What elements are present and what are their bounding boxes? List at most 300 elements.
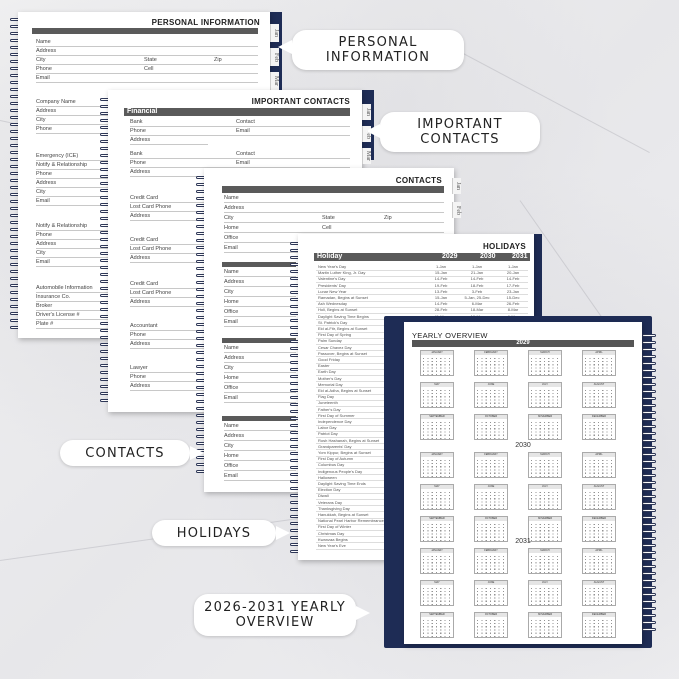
holiday-name: Flag Day: [318, 394, 335, 400]
spiral-ring: [642, 397, 656, 400]
contact-field-4[interactable]: Office: [224, 462, 296, 471]
holiday-date: 1-Jan: [435, 264, 446, 269]
spiral-ring: [642, 481, 656, 484]
holiday-name: Palm Sunday: [318, 338, 342, 344]
spiral-ring: [642, 348, 656, 351]
contact-field-2[interactable]: City: [224, 364, 296, 373]
month-january: [420, 350, 454, 376]
contact-field-3[interactable]: Home: [224, 452, 296, 461]
month-august: [582, 382, 616, 408]
month-label: AUGUST: [583, 485, 615, 489]
holiday-name: Daylight Saving Time Begins: [318, 313, 369, 319]
holiday-date: 1-Jan: [471, 264, 482, 269]
ice2-field-4[interactable]: Email: [36, 258, 116, 267]
month-day-grid: [585, 618, 615, 637]
year-heading-2030: 2030: [515, 442, 531, 449]
tab-jan[interactable]: Jan: [270, 24, 279, 42]
contact-field-5[interactable]: Email: [224, 318, 296, 327]
tab-feb[interactable]: Feb: [270, 48, 279, 66]
ice2-field-1[interactable]: Phone: [36, 231, 116, 240]
month-january: [420, 452, 454, 478]
holiday-name: First Day of Winter: [318, 524, 352, 530]
holiday-name: Election Day: [318, 487, 341, 493]
page-title: PERSONAL INFORMATION: [151, 18, 260, 27]
holiday-name: Yom Kippur, Begins at Sunset: [318, 450, 371, 455]
callout-line: IMPORTANT: [417, 117, 503, 132]
holiday-name: Rosh Hashanah, Begins at Sunset: [318, 437, 380, 443]
holiday-name: Valentine's Day: [318, 276, 346, 282]
holiday-name: Earth Day: [318, 369, 336, 375]
cell-label: Cell: [144, 66, 154, 72]
month-july: [528, 580, 562, 606]
contact-field-5[interactable]: Email: [224, 472, 296, 481]
contact-field-3[interactable]: Home: [224, 298, 296, 307]
month-label: APRIL: [583, 453, 615, 457]
contact-field-3[interactable]: Home: [224, 374, 296, 383]
contact-field-1[interactable]: Address: [224, 432, 296, 441]
month-february: [474, 452, 508, 478]
holiday-name: Indigenous People's Day: [318, 468, 363, 474]
important-field-credit_card[interactable]: Credit Card: [130, 236, 208, 245]
month-day-grid: [423, 618, 453, 637]
section-bar: [222, 262, 296, 267]
month-day-grid: [585, 458, 615, 477]
section-bar: [222, 338, 296, 343]
callout-line: CONTACTS: [85, 445, 165, 461]
spiral-ring: [642, 341, 656, 344]
month-june: [474, 382, 508, 408]
tab-jan[interactable]: Jan: [362, 104, 371, 120]
auto-field-3[interactable]: Driver's License #: [36, 311, 120, 320]
ice2-field-2[interactable]: Address: [36, 240, 116, 249]
spiral-ring: [642, 439, 656, 442]
ice-field-4[interactable]: City: [36, 188, 116, 197]
holiday-date: 17-Feb: [506, 282, 520, 288]
auto-field-2[interactable]: Broker: [36, 302, 120, 311]
year-heading-2029: 2029: [412, 340, 634, 347]
callout-pointer: [366, 124, 380, 138]
tab-feb[interactable]: Feb: [452, 202, 461, 218]
month-day-grid: [477, 356, 507, 375]
holiday-name: New Year's Eve: [318, 543, 346, 548]
month-november: [528, 414, 562, 440]
tab-jan[interactable]: Jan: [452, 178, 461, 194]
year-column-2029: 2029: [442, 253, 458, 260]
holiday-name: Mother's Day: [318, 375, 342, 381]
important-field-phone[interactable]: Phone: [130, 159, 350, 168]
holiday-name: Father's Day: [318, 406, 341, 412]
holiday-name: Kwanzaa Begins: [318, 536, 348, 542]
important-field-lost_card_phone[interactable]: Lost Card Phone: [130, 289, 208, 298]
holiday-name: Labor Day: [318, 425, 337, 431]
state-label: State: [144, 57, 157, 63]
month-april: [582, 548, 616, 574]
spiral-ring: [642, 600, 656, 603]
holiday-date: 13-Feb: [434, 288, 448, 294]
holiday-name: Independence Day: [318, 419, 352, 424]
holiday-date: 14-Feb: [506, 276, 520, 282]
month-day-grid: [423, 356, 453, 375]
month-october: [474, 612, 508, 638]
spiral-ring: [642, 467, 656, 470]
spiral-ring: [642, 621, 656, 624]
holiday-name: Columbus Day: [318, 462, 345, 468]
holiday-column-label: Holiday: [317, 253, 343, 260]
spiral-ring: [642, 411, 656, 414]
important-field-address[interactable]: Address: [130, 254, 208, 263]
month-label: DECEMBER: [583, 415, 615, 419]
month-august: [582, 580, 616, 606]
month-march: [528, 452, 562, 478]
company-field-0[interactable]: Company Name: [36, 98, 116, 107]
spiral-ring: [642, 362, 656, 365]
month-label: JANUARY: [421, 453, 453, 457]
month-label: NOVEMBER: [529, 517, 561, 521]
personal-field-2[interactable]: City: [36, 56, 258, 65]
month-april: [582, 452, 616, 478]
month-day-grid: [585, 388, 615, 407]
auto-field-0[interactable]: Automobile Information: [36, 284, 120, 293]
page-title: YEARLY OVERVIEW: [412, 331, 488, 340]
month-label: JULY: [529, 383, 561, 387]
month-label: JUNE: [475, 485, 507, 489]
ice2-field-3[interactable]: City: [36, 249, 116, 258]
spiral-ring: [642, 453, 656, 456]
holiday-date: 28-Feb: [434, 307, 448, 313]
contact-field-1[interactable]: Address: [224, 354, 296, 363]
month-day-grid: [477, 388, 507, 407]
spiral-ring: [642, 565, 656, 568]
month-day-grid: [423, 458, 453, 477]
holiday-date: 15-Jan: [434, 270, 448, 276]
important-field-accountant[interactable]: Accountant: [130, 322, 208, 331]
spiral-ring: [642, 551, 656, 554]
spiral-ring: [642, 474, 656, 477]
callout-line: INFORMATION: [325, 50, 431, 65]
month-label: JANUARY: [421, 549, 453, 553]
month-august: [582, 484, 616, 510]
holiday-table-header: [314, 253, 530, 261]
callout-contacts: [60, 440, 190, 466]
spiral-ring: [642, 488, 656, 491]
contact-field-0[interactable]: Name: [224, 268, 296, 277]
holiday-name: Ash Wednesday: [318, 301, 348, 307]
month-label: MAY: [421, 383, 453, 387]
company-field-1[interactable]: Address: [36, 107, 116, 116]
holiday-name: Holi, Begins at Sunset: [318, 307, 358, 313]
callout-line: OVERVIEW: [235, 615, 315, 630]
spiral-ring: [642, 579, 656, 582]
month-label: FEBRUARY: [475, 351, 507, 355]
month-day-grid: [531, 356, 561, 375]
holiday-name: Memorial Day: [318, 381, 343, 387]
month-day-grid: [585, 586, 615, 605]
contact-field-5[interactable]: Email: [224, 244, 444, 253]
month-label: JUNE: [475, 581, 507, 585]
zip-label: Zip: [384, 215, 392, 221]
holiday-date: 18-Mar: [470, 307, 484, 313]
ice-field-2[interactable]: Phone: [36, 170, 116, 179]
month-label: NOVEMBER: [529, 415, 561, 419]
callout-yearly-overview: [194, 594, 356, 636]
spiral-ring: [642, 530, 656, 533]
spiral-ring: [642, 383, 656, 386]
month-day-grid: [585, 490, 615, 509]
contact-field-0[interactable]: Name: [224, 344, 296, 353]
tab-mar[interactable]: Mar: [270, 72, 279, 90]
personal-field-1[interactable]: Address: [36, 47, 258, 56]
ice-field-0[interactable]: Emergency (ICE): [36, 152, 116, 161]
holiday-name: Martin Luther King, Jr. Day: [318, 270, 366, 276]
spiral-ring: [642, 544, 656, 547]
month-label: SEPTEMBER: [421, 517, 453, 521]
holiday-name: Ramadan, Begins at Sunset: [318, 295, 368, 300]
important-field-address[interactable]: Address: [130, 136, 208, 145]
important-field-address[interactable]: Address: [130, 340, 208, 349]
callout-holidays: [152, 520, 276, 546]
personal-field-4[interactable]: Email: [36, 74, 258, 83]
contact-field-4[interactable]: Office: [224, 384, 296, 393]
header-bar: [222, 186, 444, 193]
month-september: [420, 414, 454, 440]
month-november: [528, 612, 562, 638]
holiday-name: Presidents' Day: [318, 282, 346, 288]
important-field-lost_card_phone[interactable]: Lost Card Phone: [130, 203, 208, 212]
month-february: [474, 350, 508, 376]
callout-pointer: [356, 606, 370, 620]
important-field-email: Email: [236, 128, 250, 134]
month-label: APRIL: [583, 351, 615, 355]
holiday-date: 8-Mar: [507, 307, 519, 313]
spiral-ring: [642, 369, 656, 372]
holiday-name: Hanukkah, Begins at Sunset: [318, 512, 369, 517]
month-day-grid: [585, 420, 615, 439]
auto-field-1[interactable]: Insurance Co.: [36, 293, 120, 302]
month-label: FEBRUARY: [475, 549, 507, 553]
important-field-email: Email: [236, 160, 250, 166]
callout-pointer: [278, 40, 292, 54]
holiday-date: 6-Mar: [471, 301, 483, 307]
spiral-ring: [642, 355, 656, 358]
important-field-lost_card_phone[interactable]: Lost Card Phone: [130, 245, 208, 254]
month-day-grid: [423, 388, 453, 407]
spiral-ring: [642, 418, 656, 421]
spiral-ring: [642, 558, 656, 561]
callout-line: HOLIDAYS: [176, 525, 252, 541]
month-day-grid: [423, 586, 453, 605]
spiral-ring: [642, 614, 656, 617]
month-day-grid: [423, 490, 453, 509]
month-label: JUNE: [475, 383, 507, 387]
tab-mar[interactable]: Mar: [362, 148, 371, 164]
spiral-ring: [642, 495, 656, 498]
contact-field-2[interactable]: City: [224, 214, 444, 223]
month-label: AUGUST: [583, 581, 615, 585]
important-field-bank[interactable]: Bank: [130, 150, 350, 159]
month-may: [420, 382, 454, 408]
yearly-overview-page: [404, 322, 642, 644]
important-field-credit_card[interactable]: Credit Card: [130, 194, 208, 203]
contact-field-0[interactable]: Name: [224, 422, 296, 431]
month-day-grid: [531, 618, 561, 637]
contact-field-5[interactable]: Email: [224, 394, 296, 403]
holiday-date: 5-Jan, 25-Dec: [464, 295, 490, 300]
month-day-grid: [585, 356, 615, 375]
spiral-ring: [642, 607, 656, 610]
holiday-name: Juneteenth: [318, 400, 338, 406]
holiday-name: Patriot Day: [318, 431, 338, 437]
auto-field-4[interactable]: Plate #: [36, 320, 120, 329]
spiral-ring: [642, 593, 656, 596]
spiral-ring: [642, 334, 656, 337]
spiral-ring: [642, 404, 656, 407]
important-field-phone[interactable]: Phone: [130, 127, 350, 136]
month-day-grid: [477, 458, 507, 477]
zip-label: Zip: [214, 57, 222, 63]
holiday-name: Thanksgiving Day: [318, 505, 350, 511]
spiral-ring: [642, 537, 656, 540]
important-field-credit_card[interactable]: Credit Card: [130, 280, 208, 289]
holiday-date: 20-Jan: [506, 270, 520, 276]
section-label: Financial: [127, 108, 158, 115]
company-field-2[interactable]: City: [36, 116, 116, 125]
month-label: OCTOBER: [475, 613, 507, 617]
month-label: FEBRUARY: [475, 453, 507, 457]
month-day-grid: [423, 554, 453, 573]
month-march: [528, 548, 562, 574]
important-field-contact: Contact: [236, 119, 255, 125]
holiday-name: First Day of Summer: [318, 412, 355, 418]
spiral-ring: [642, 523, 656, 526]
month-label: AUGUST: [583, 383, 615, 387]
callout-line: CONTACTS: [420, 132, 500, 147]
month-label: MARCH: [529, 453, 561, 457]
important-field-phone[interactable]: Phone: [130, 373, 208, 382]
contact-field-4[interactable]: Office: [224, 234, 444, 243]
important-field-address[interactable]: Address: [130, 212, 208, 221]
company-field-3[interactable]: Phone: [36, 125, 116, 134]
ice2-field-0[interactable]: Notify & Relationship: [36, 222, 116, 231]
month-label: DECEMBER: [583, 517, 615, 521]
important-field-phone[interactable]: Phone: [130, 331, 208, 340]
month-label: JULY: [529, 581, 561, 585]
contact-field-2[interactable]: City: [224, 442, 296, 451]
month-label: DECEMBER: [583, 613, 615, 617]
section-bar: [124, 108, 350, 116]
holiday-name: Easter: [318, 363, 330, 369]
month-label: JANUARY: [421, 351, 453, 355]
month-day-grid: [531, 420, 561, 439]
contact-field-4[interactable]: Office: [224, 308, 296, 317]
contact-field-3[interactable]: Home: [224, 224, 444, 233]
month-label: MARCH: [529, 351, 561, 355]
holiday-name: First Day of Spring: [318, 332, 352, 338]
month-day-grid: [531, 586, 561, 605]
callout-personal-information: [292, 30, 464, 70]
holiday-date: 14-Feb: [434, 301, 448, 307]
holiday-date: 26-Feb: [506, 301, 520, 307]
holiday-date: 14-Feb: [470, 276, 484, 282]
month-day-grid: [531, 388, 561, 407]
important-field-address[interactable]: Address: [130, 298, 208, 307]
holiday-date: 1-Jan: [507, 264, 518, 269]
holiday-name: Diwali: [318, 493, 329, 499]
callout-important-contacts: [380, 112, 540, 152]
contact-field-2[interactable]: City: [224, 288, 296, 297]
spiral-ring: [642, 516, 656, 519]
spiral-ring: [642, 432, 656, 435]
year-heading-2031: 2031: [515, 538, 531, 545]
holiday-name: Cesar Chavez Day: [318, 344, 352, 350]
holiday-name: Grandparents' Day: [318, 443, 352, 449]
spiral-ring: [642, 586, 656, 589]
spiral-ring: [642, 502, 656, 505]
header-bar: [32, 28, 258, 34]
month-label: NOVEMBER: [529, 613, 561, 617]
holiday-name: Veterans Day: [318, 499, 343, 505]
tab-feb[interactable]: Feb: [362, 126, 371, 142]
month-may: [420, 580, 454, 606]
holiday-name: First Day of Autumn: [318, 456, 354, 462]
holiday-date: 3-Feb: [471, 288, 483, 294]
important-field-bank[interactable]: Bank: [130, 118, 350, 127]
holiday-date: 23-Jan: [506, 288, 520, 294]
year-column-2030: 2030: [480, 253, 496, 260]
important-field-lawyer[interactable]: Lawyer: [130, 364, 208, 373]
spiral-ring: [642, 446, 656, 449]
month-july: [528, 382, 562, 408]
month-july: [528, 484, 562, 510]
contact-field-1[interactable]: Address: [224, 204, 444, 213]
page-title: HOLIDAYS: [482, 242, 526, 251]
contact-field-1[interactable]: Address: [224, 278, 296, 287]
holiday-name: Daylight Saving Time Ends: [318, 481, 366, 486]
personal-field-3[interactable]: Phone: [36, 65, 258, 74]
holiday-name: National Pearl Harbor Remembrance: [318, 518, 384, 524]
cell-label: Cell: [322, 225, 332, 231]
important-field-address[interactable]: Address: [130, 382, 208, 391]
month-september: [420, 612, 454, 638]
personal-field-0[interactable]: Name: [36, 38, 258, 47]
holiday-date: 15-Jan: [434, 295, 448, 300]
month-march: [528, 350, 562, 376]
month-label: SEPTEMBER: [421, 613, 453, 617]
month-october: [474, 414, 508, 440]
month-january: [420, 548, 454, 574]
state-label: State: [322, 215, 335, 221]
month-december: [582, 414, 616, 440]
month-label: APRIL: [583, 549, 615, 553]
year-column-2031: 2031: [512, 253, 528, 260]
holiday-name: Lunar New Year: [318, 288, 347, 294]
spiral-ring: [642, 628, 656, 631]
ice-field-5[interactable]: Email: [36, 197, 116, 206]
month-day-grid: [477, 618, 507, 637]
month-day-grid: [477, 420, 507, 439]
month-april: [582, 350, 616, 376]
spiral-ring: [642, 425, 656, 428]
ice-field-3[interactable]: Address: [36, 179, 116, 188]
month-day-grid: [585, 554, 615, 573]
holiday-name: Passover, Begins at Sunset: [318, 350, 367, 356]
ice-field-1[interactable]: Notify & Relationship: [36, 161, 116, 170]
contact-field-0[interactable]: Name: [224, 194, 444, 203]
callout-pointer: [276, 526, 290, 540]
month-label: SEPTEMBER: [421, 415, 453, 419]
month-day-grid: [423, 420, 453, 439]
important-field-address[interactable]: Address: [130, 168, 208, 177]
month-label: MAY: [421, 581, 453, 585]
